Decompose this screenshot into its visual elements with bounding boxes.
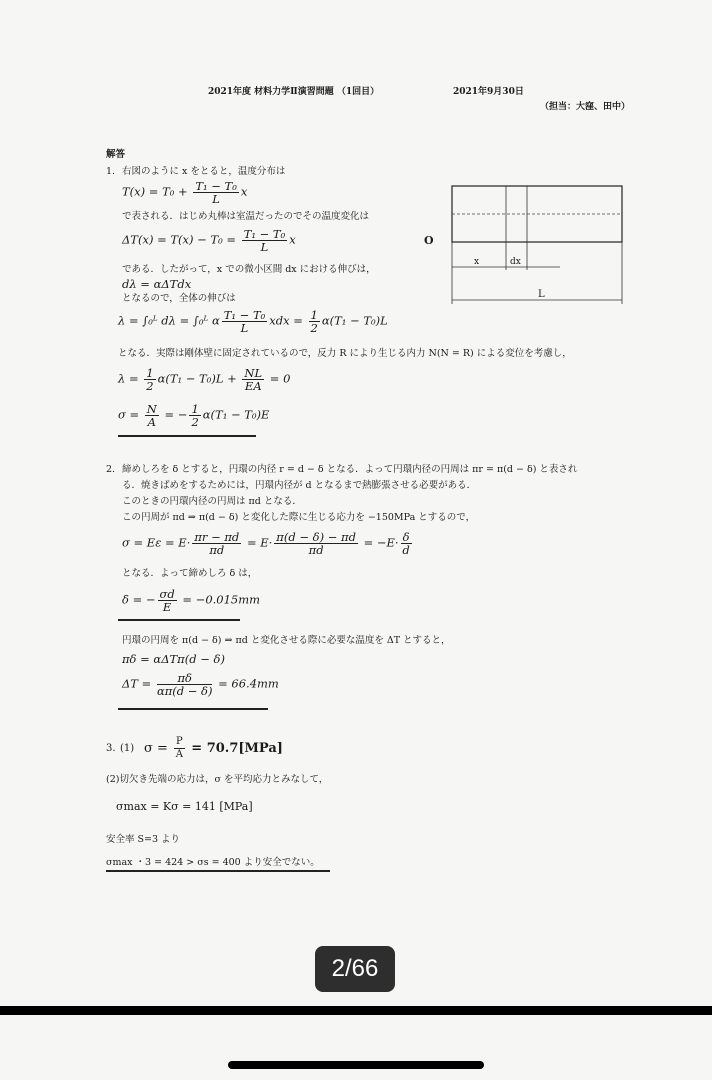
q2-text-4: この円周が πd ⇒ π(d − δ) と変化した際に生じる応力を −150MPa とするので， <box>122 512 476 523</box>
page-indicator: 2/66 <box>315 946 395 992</box>
q2-answer-underline-2 <box>118 708 268 710</box>
q1-intro: 右図のように x をとると，温度分布は <box>122 166 286 177</box>
header-title: 2021年度 材料力学Ⅱ演習問題 （1回目） <box>208 87 380 97</box>
rod-diagram <box>420 178 630 308</box>
diagram-x-label: x <box>474 257 480 267</box>
q1-eq-temperature: T(x) = T₀ + $\frac{\text{T₁ − T₀}}{L}$ x <box>122 179 248 206</box>
q1-number: 1. <box>106 166 116 177</box>
q1-eq-integral: λ = ∫₀ᴸ dλ = ∫₀ᴸ α $\frac{\text{T₁ − T₀}}{L}$ xdx = $\frac{1}{2}$ α(T₁ − T₀)L <box>118 308 388 335</box>
q3-eq-sigma-max: σmax = Kσ = 141 [MPa] <box>116 800 253 813</box>
q3-text-2: (2)切欠き先端の応力は，σ を平均応力とみなして， <box>106 774 329 785</box>
q2-text-1: 締めしろを δ とすると，円環の内径 r = d − δ となる．よって円環内径の円周は πr = π(d − δ) と表され <box>122 464 578 475</box>
diagram-origin-label: O <box>424 234 434 247</box>
q1-eq-dlambda: dλ = αΔTdx <box>122 277 192 291</box>
q2-text-5: となる．よって締めしろ δ は， <box>122 568 258 579</box>
answer-label: 解答 <box>106 149 126 160</box>
q2-eq-delta: δ = − $\frac{\sigma d}{E}$ = −0.015mm <box>122 587 261 614</box>
header-staff: （担当：大窪、田中） <box>540 102 631 112</box>
q3-text-3: 安全率 S=3 より <box>106 834 181 845</box>
q3-number: 3. <box>106 743 116 754</box>
q1-eq-sigma: σ = $\frac{N}{A}$ = − $\frac{1}{2}$ α(T₁ − T₀)E <box>118 402 270 429</box>
diagram-length-label: L <box>538 289 545 300</box>
q1-eq-delta-t: ΔT(x) = T(x) − T₀ = $\frac{\text{T₁ − T₀}}{L}$ x <box>122 227 296 254</box>
toolbar-divider <box>0 1006 712 1015</box>
q3-eq-sigma: σ = $\frac{P}{A}$ = 70.7[MPa] <box>144 736 283 760</box>
q1-eq-lambda-zero: λ = $\frac{1}{2}$ α(T₁ − T₀)L + $\frac{NL}{EA}$ = 0 <box>118 366 291 393</box>
diagram-dx-label: dx <box>510 257 521 267</box>
q3-answer-underline <box>106 870 330 872</box>
q2-eq-delta-t: ΔT = $\frac{\pi\delta}{\alpha\pi(d - \delta)}$ = 66.4mm <box>122 671 279 698</box>
q2-number: 2. <box>106 464 116 475</box>
q1-text-2: で表される．はじめ丸棒は室温だったのでその温度変化は <box>122 211 370 222</box>
home-indicator[interactable] <box>228 1061 484 1069</box>
q2-text-3: このときの円環内径の円周は πd となる． <box>122 496 302 507</box>
q2-text-6: 円環の円周を π(d − δ) ⇒ πd と変化させる際に必要な温度を ΔT とすると， <box>122 635 451 646</box>
q1-text-4: となるので，全体の伸びは <box>122 293 236 304</box>
q3-text-4: σmax ・3 = 424 > σs = 400 より安全でない。 <box>106 857 320 868</box>
q2-eq-stress: σ = Eε = E· $\frac{\pi r - \pi d}{\pi d}$ = E· $\frac{\pi(d - \delta) - \pi d}{\pi d}$ = −E· $\frac{\delta}{d}$ <box>122 530 410 557</box>
q1-answer-underline <box>118 435 256 437</box>
q1-text-3: である．したがって，x での微小区間 dx における伸びは， <box>122 264 376 275</box>
q1-text-5: となる．実際は剛体壁に固定されているので，反力 R により生じる内力 N(N = R) による変位を考慮し， <box>118 348 572 359</box>
q2-answer-underline-1 <box>118 619 240 621</box>
header-date: 2021年9月30日 <box>453 87 524 97</box>
q2-text-2: る．焼きばめをするためには，円環内径が d となるまで熱膨張させる必要がある． <box>122 480 477 491</box>
q3-part-1: (1) <box>120 743 135 754</box>
q2-eq-pi-delta: πδ = αΔTπ(d − δ) <box>122 652 225 666</box>
